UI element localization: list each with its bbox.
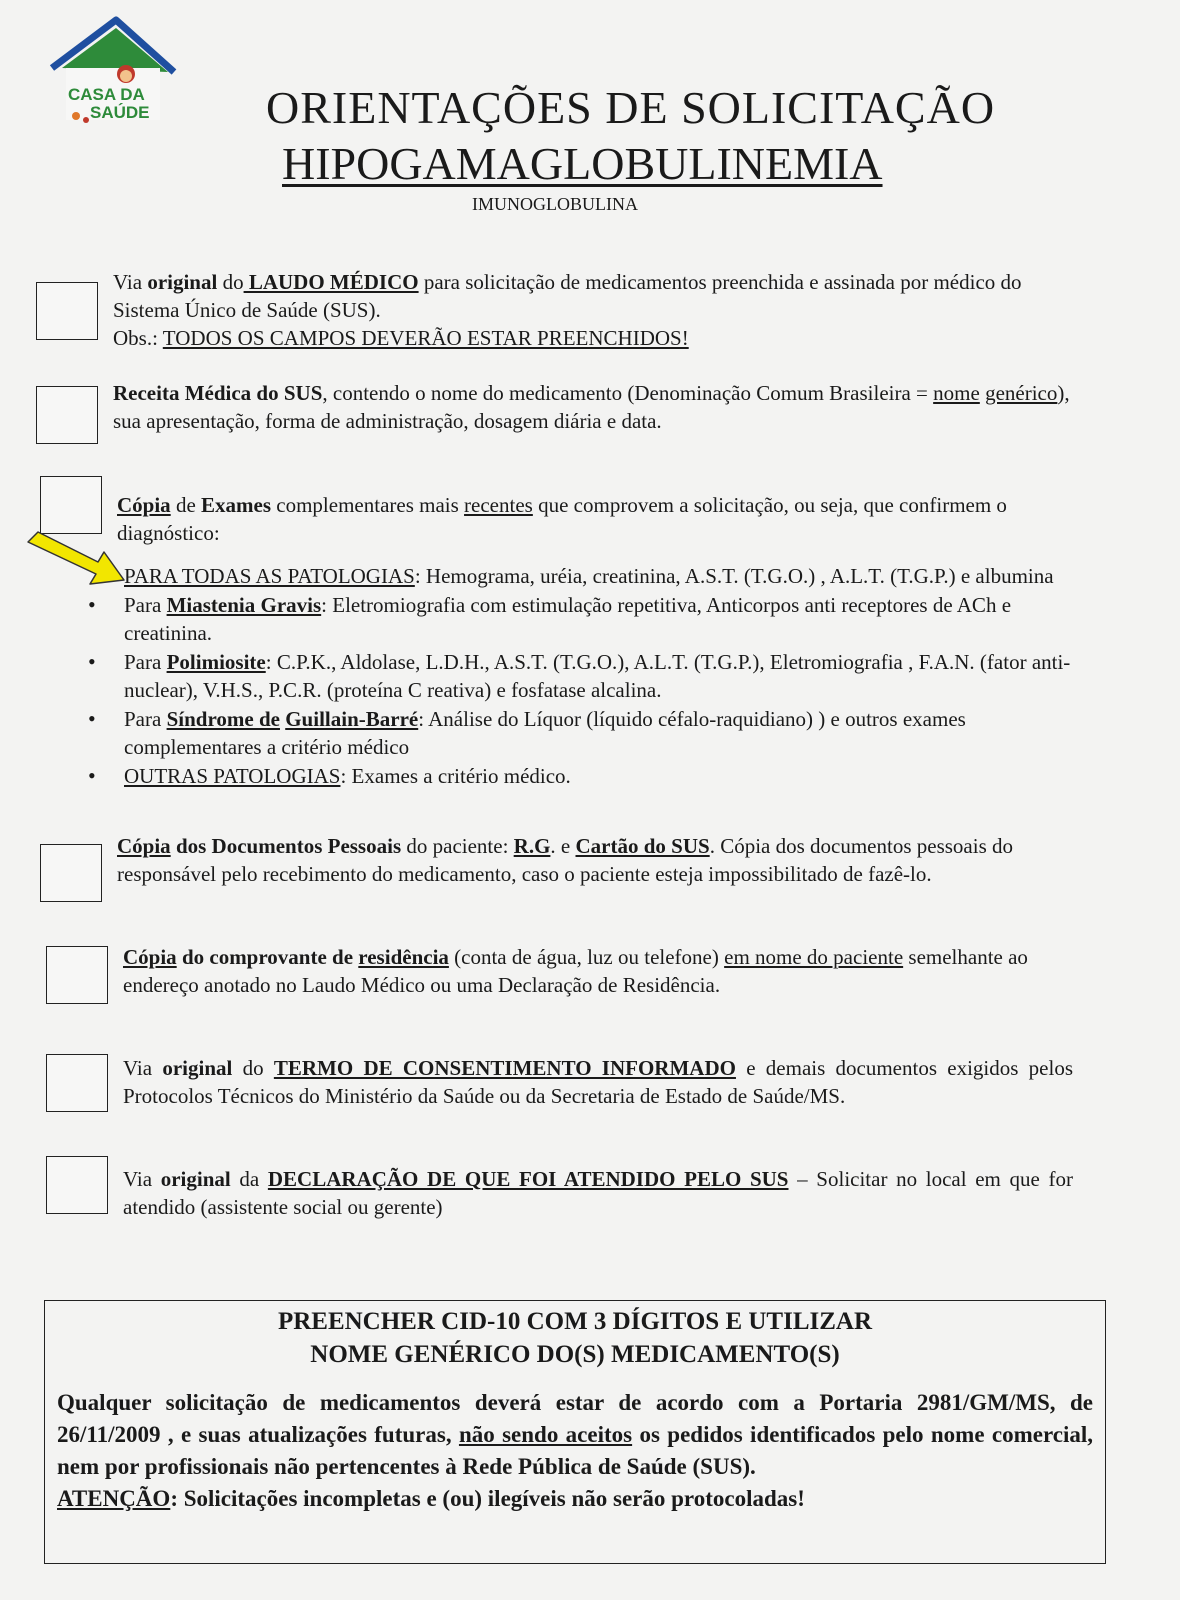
item-documentos [117,832,1067,888]
text-bold: Polimiosite [166,649,266,674]
text: Via [123,1167,161,1191]
text: Qualquer solicitação de medicamentos deverá estar de acordo com a Portaria 2981/GM/MS, de 26/11/2009 , e suas atualizações futuras, [57,1390,1093,1447]
termo-label: TERMO DE CONSENTIMENTO INFORMADO [273,1056,736,1080]
page-title: ORIENTAÇÕES DE SOLICITAÇÃO [266,82,996,133]
item-exames [117,491,1067,547]
list-item-todas [84,562,1074,591]
checkbox-declaracao[interactable] [46,1156,108,1214]
text: : Eletromiografia com estimulação repetitiva, Anticorpos anti receptores de ACh e creatinina. [124,592,1012,645]
notice-body [57,1387,1093,1483]
text: : Exames a critério médico. [340,763,571,788]
logo-text-line1: CASA DA [68,85,145,104]
checkbox-receita[interactable] [36,386,98,444]
text-bold: Síndrome de [166,706,280,731]
text: os pedidos identificados pelo nome comercial, nem por profissionais não pertencentes à Rede Pública de Saúde (SUS). [57,1422,1094,1479]
text: do [217,270,244,294]
list-item-polimiosite [84,648,1074,705]
notice-warning [57,1483,1093,1515]
text: do [232,1056,274,1080]
page-subtitle: IMUNOGLOBULINA [472,194,638,214]
text: Para [124,649,167,674]
text-underlined: nome [933,381,980,405]
text: para solicitação de medicamentos preenchida e assinada por médico do Sistema Único de Saúde (SUS). [113,270,1022,322]
text: Para [124,706,167,731]
text: Via [123,1056,163,1080]
text: do paciente: [401,834,514,858]
item-residencia [123,943,1073,999]
text: complementares mais [271,493,465,517]
page-subject: HIPOGAMAGLOBULINEMIA [282,138,883,189]
text-underlined: OUTRAS PATOLOGIAS [124,763,341,788]
text: : C.P.K., Aldolase, L.D.H., A.S.T. (T.G.O.), A.L.T. (T.G.P.), Eletromiografia , F.A.N. (fator anti-nuclear), V.H.S., P.C.R. (proteína C reativa) e fosfatase alcalina. [124,649,1071,702]
text: e demais documentos exigidos pelos Protocolos Técnicos do Ministério da Saúde ou da Secretaria de Estado de Saúde/MS. [123,1056,1074,1108]
text-bold: Cópia [117,493,171,517]
text: (conta de água, luz ou telefone) [448,945,725,969]
checkbox-termo[interactable] [46,1054,108,1112]
text-bold: R.G [513,834,551,858]
text-bold: original [160,1167,231,1191]
text-bold: Cartão do SUS [575,834,710,858]
list-item-outras [84,762,1074,791]
text-bold: original [162,1056,233,1080]
notice-title-line1: PREENCHER CID-10 COM 3 DÍGITOS E UTILIZAR [277,1308,873,1335]
text-underlined: PARA TODAS AS PATOLOGIAS [124,564,415,588]
text-underlined: não sendo aceitos [458,1422,633,1447]
text-bold: Cópia [123,945,177,969]
text-bold: dos Documentos Pessoais [170,834,402,858]
item-declaracao [123,1165,1073,1221]
text-underlined: em nome do paciente [724,945,904,969]
text: da [230,1167,268,1191]
checkbox-documentos[interactable] [40,844,102,902]
text-bold: Miastenia Gravis [166,592,322,617]
declaracao-label: DECLARAÇÃO DE QUE FOI ATENDIDO PELO SUS [267,1167,789,1191]
text: Para [124,592,167,617]
text: – Solicitar no local em que for atendido (assistente social ou gerente) [123,1167,1074,1219]
receita-label: Receita Médica do SUS [113,381,323,405]
text-bold: Guillain-Barré [285,706,419,731]
list-item-guillain [84,705,1074,762]
text: , contendo o nome do medicamento (Denominação Comum Brasileira = [322,381,934,405]
checkbox-residencia[interactable] [46,946,108,1004]
item-termo [123,1054,1073,1110]
text: que comprovem a solicitação, ou seja, que confirmem o diagnóstico: [117,493,1007,545]
notice-box [44,1300,1106,1564]
text-bold: do comprovante de [176,945,359,969]
exames-list [84,562,1074,790]
text-underlined: genérico [985,381,1058,405]
warning-text: : Solicitações incompletas e (ou) ilegíveis não serão protocoladas! [170,1486,805,1511]
warning-label: ATENÇÃO [57,1486,171,1511]
text-bold: Exames [201,493,272,517]
house-logo-icon [48,16,178,126]
text: : Hemograma, uréia, creatinina, A.S.T. (T.G.O.) , A.L.T. (T.G.P.) e albumina [414,564,1054,588]
obs-label: Obs.: [113,326,163,350]
text: semelhante ao endereço anotado no Laudo Médico ou uma Declaração de Residência. [123,945,1028,997]
notice-title-line2: NOME GENÉRICO DO(S) MEDICAMENTO(S) [310,1341,840,1368]
list-item-miastenia [84,591,1074,648]
item-receita [113,379,1073,435]
text: : Análise do Líquor (líquido céfalo-raquidiano) ) e outros exames complementares a critério médico [124,706,966,759]
text: . e [550,834,576,858]
text: de [170,493,202,517]
text: Via [113,270,148,294]
text-bold: Cópia [117,834,171,858]
text-bold: residência [358,945,449,969]
item-laudo [113,268,1073,352]
text: . Cópia dos documentos pessoais do responsável pelo recebimento do medicamento, caso o paciente esteja impossibilitado de fazê-lo. [117,834,1013,886]
text-bold: original [147,270,218,294]
logo-text-line2: SAÚDE [90,103,150,122]
notice-title [45,1305,1105,1371]
checkbox-exames[interactable] [40,476,102,534]
obs-text: TODOS OS CAMPOS DEVERÃO ESTAR PREENCHIDOS! [162,326,689,350]
text: ), sua apresentação, forma de administração, dosagem diária e data. [113,381,1070,433]
laudo-medico-label: LAUDO MÉDICO [243,270,419,294]
text-underlined: recentes [464,493,533,517]
checkbox-laudo[interactable] [36,282,98,340]
casa-da-saude-logo [48,16,178,126]
